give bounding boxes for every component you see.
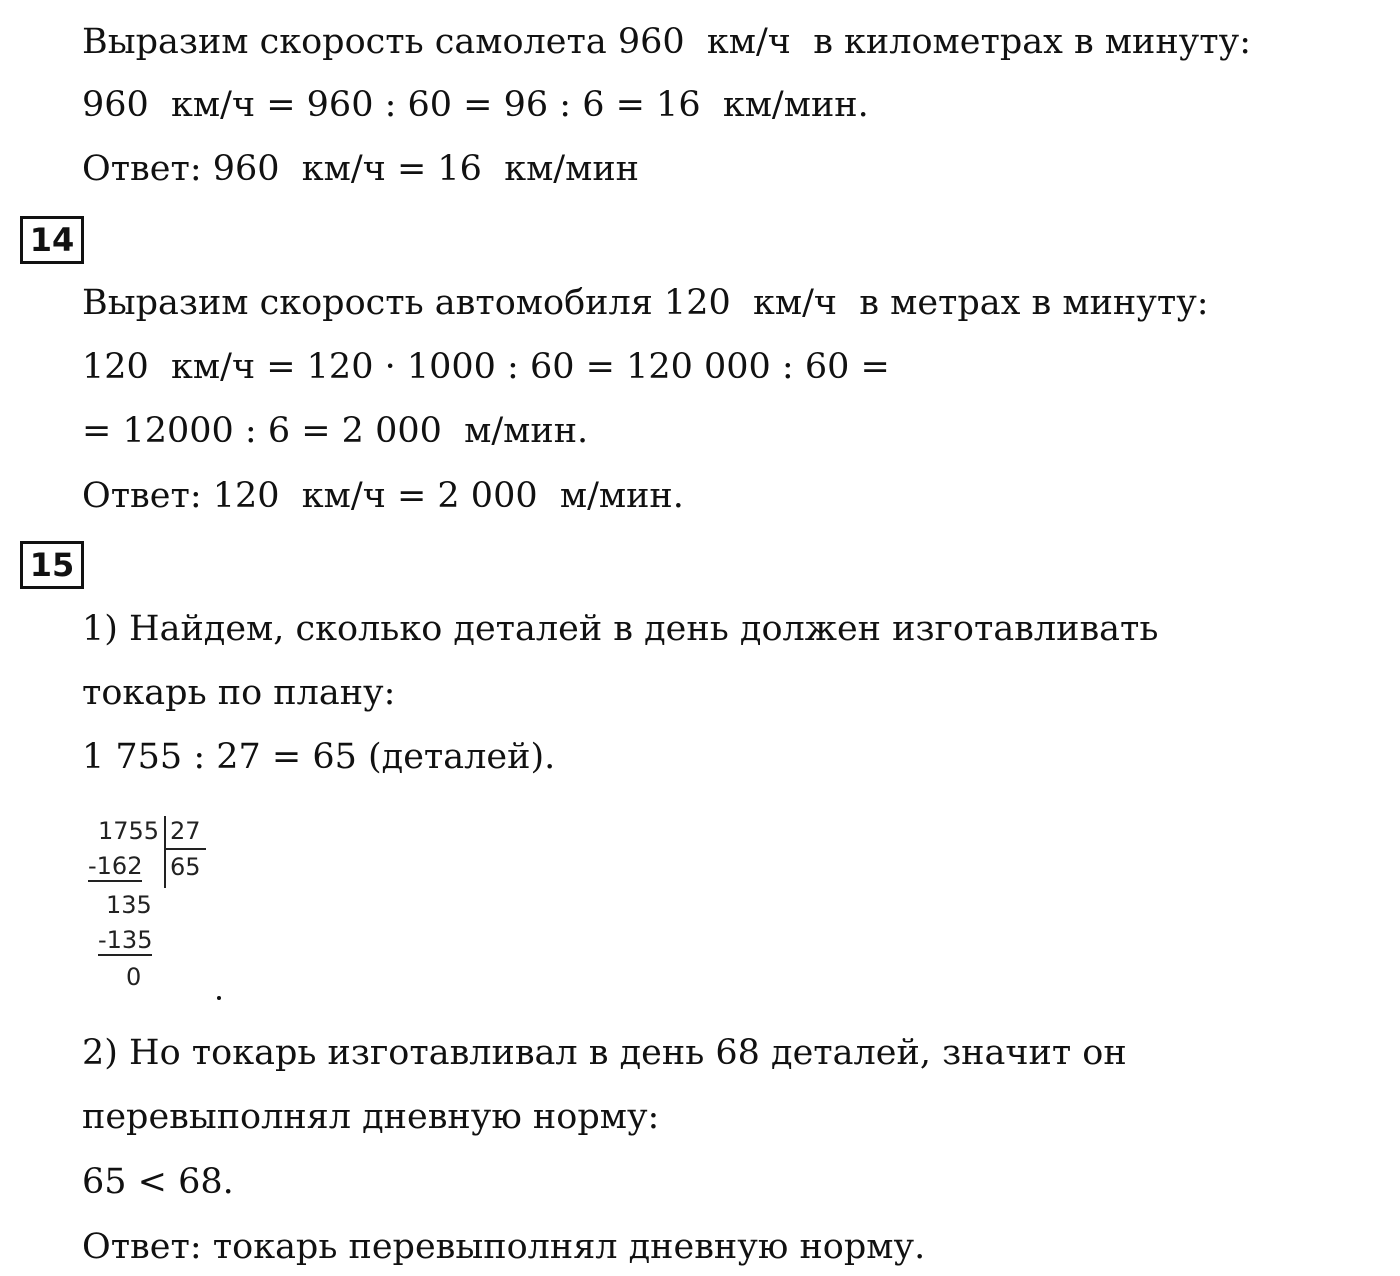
- division-dividend: 1755: [98, 817, 160, 845]
- task14-line2: 120 км/ч = 120 · 1000 : 60 = 120 000 : 60 =: [82, 347, 890, 387]
- task15-step2-line2: перевыполнял дневную норму:: [82, 1097, 660, 1137]
- task15-step1-line1: 1) Найдем, сколько деталей в день должен изготавливать: [82, 609, 1159, 649]
- division-divisor: 27: [170, 817, 201, 845]
- task13-line2: 960 км/ч = 960 : 60 = 96 : 6 = 16 км/мин.: [82, 85, 869, 125]
- division-remainder-2: 0: [126, 963, 142, 991]
- task13-answer: Ответ: 960 км/ч = 16 км/мин: [82, 149, 639, 189]
- task15-step2-line3: 65 < 68.: [82, 1162, 234, 1202]
- task14-number-box: 14: [20, 216, 84, 264]
- task13-line1: Выразим скорость самолета 960 км/ч в километрах в минуту:: [82, 22, 1252, 62]
- task15-step1-line2: токарь по плану:: [82, 673, 396, 713]
- task15-step1-line3: 1 755 : 27 = 65 (деталей).: [82, 737, 556, 777]
- division-quotient: 65: [170, 853, 201, 881]
- task15-step2-line1: 2) Но токарь изготавливал в день 68 деталей, значит он: [82, 1033, 1127, 1073]
- division-vertical-bar: [164, 816, 166, 888]
- trailing-dot: [217, 996, 221, 1000]
- division-remainder-1: 135: [106, 891, 152, 919]
- task14-line3: = 12000 : 6 = 2 000 м/мин.: [82, 411, 589, 451]
- division-subtrahend-2: -135: [98, 926, 153, 954]
- task14-answer: Ответ: 120 км/ч = 2 000 м/мин.: [82, 476, 684, 516]
- task14-line1: Выразим скорость автомобиля 120 км/ч в метрах в минуту:: [82, 283, 1209, 323]
- task15-answer: Ответ: токарь перевыполнял дневную норму.: [82, 1227, 926, 1267]
- division-subtrahend-1: -162: [88, 852, 143, 880]
- task15-number-box: 15: [20, 541, 84, 589]
- division-horizontal-bar: [164, 848, 206, 850]
- long-division: [86, 810, 246, 1000]
